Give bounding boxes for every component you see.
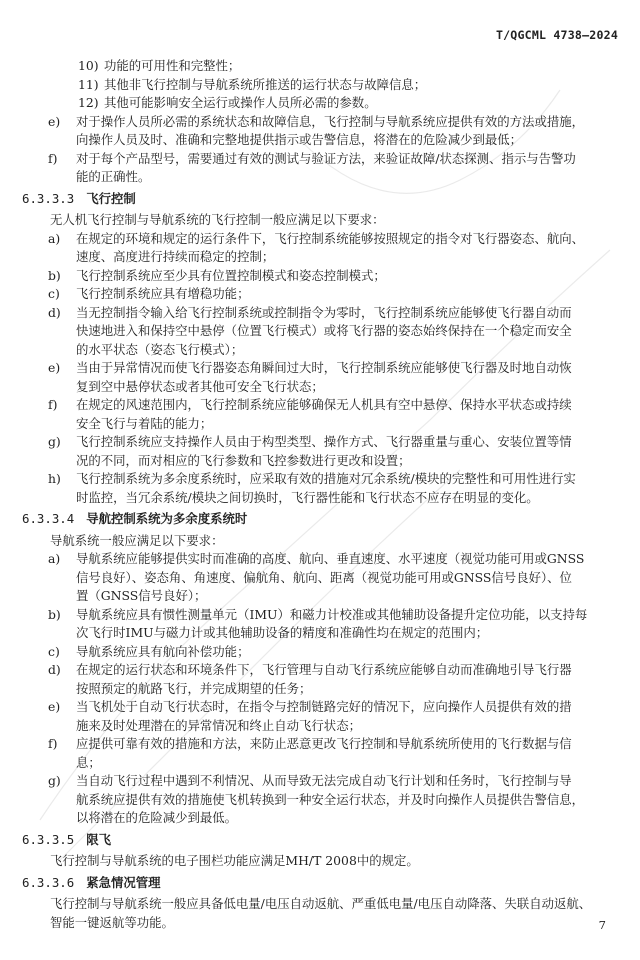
list-item-text: 飞行控制系统为多余度系统时，应采取有效的措施对冗余系统/模块的完整性和可用性进行实	[76, 471, 576, 486]
list-item-text: 导航系统应能够提供实时而准确的高度、航向、垂直速度、水平速度（视觉功能可用或GNSS	[76, 551, 585, 566]
list-item-text: 对于操作人员所必需的系统状态和故障信息，飞行控制与导航系统应提供有效的方法或措施，	[76, 113, 585, 129]
list-item-label: a)	[48, 230, 61, 246]
list-item-text: 在规定的风速范围内，飞行控制系统应能够确保无人机具有空中悬停、保持水平状态或持续	[76, 397, 572, 412]
list-item-label: e)	[48, 699, 61, 714]
list-item-text: 其他可能影响安全运行或操作人员所必需的参数。	[104, 95, 377, 110]
paragraph-line: 信号良好）、姿态角、角速度、偏航角、航向、距离（视觉功能可用或GNSS信号良好）、位	[76, 569, 572, 585]
section-heading	[22, 832, 111, 848]
paragraph-line: 次飞行时IMU与磁力计或其他辅助设备的精度和准确性均在规定的范围内；	[76, 625, 489, 640]
list-item-text: 飞行控制系统应具有增稳功能；	[76, 286, 250, 301]
section-number: 6.3.3.6	[22, 874, 75, 890]
list-item-label: h)	[48, 471, 61, 486]
paragraph-line: 速度、高度进行持续而稳定的控制；	[76, 249, 275, 264]
list-item-text: 当自动飞行过程中遇到不利情况、从而导致无法完成自动飞行计划和任务时，飞行控制与导	[76, 773, 572, 788]
paragraph-line: 的水平状态（姿态飞行模式）；	[76, 341, 244, 357]
list-item-label: c)	[48, 286, 60, 301]
section-number: 6.3.3.3	[22, 190, 75, 206]
list-item-text: 其他非飞行控制与导航系统所推送的运行状态与故障信息；	[104, 76, 427, 92]
section-heading	[22, 511, 247, 527]
list-item-label: 11)	[78, 76, 99, 92]
paragraph-line: 智能一键返航等功能。	[50, 914, 174, 930]
section-heading	[22, 875, 161, 891]
list-item-text: 应提供可靠有效的措施和方法，来防止恶意更改飞行控制和导航系统所使用的飞行数据与信	[76, 736, 572, 751]
section-title: 紧急情况管理	[86, 874, 161, 890]
section-number: 6.3.3.5	[22, 831, 75, 847]
paragraph-line: 复到空中悬停状态或者其他可安全飞行状态；	[76, 378, 324, 394]
list-item-label: e)	[48, 360, 61, 375]
paragraph-line: 况的不同，而对相应的飞行参数和飞控参数进行更改和设置；	[76, 452, 411, 468]
section-title: 导航控制系统为多余度系统时	[86, 511, 248, 526]
list-item-text: 对于每个产品型号，需要通过有效的测试与验证方法，来验证故障/状态探测、指示与告警功	[76, 150, 576, 166]
list-item-label: f)	[48, 736, 58, 751]
list-item-text: 当无控制指令输入给飞行控制系统或控制指令为零时，飞行控制系统应能够使飞行器自动而	[76, 304, 572, 320]
list-item-label: c)	[48, 643, 60, 659]
list-item-text: 在规定的环境和规定的运行条件下，飞行控制系统能够按照规定的指令对飞行器姿态、航向、	[76, 230, 585, 246]
paragraph-line: 息；	[76, 754, 101, 770]
list-item-text: 飞行控制系统应至少具有位置控制模式和姿态控制模式；	[76, 267, 386, 283]
list-item-label: e)	[48, 113, 61, 129]
paragraph-line: 飞行控制与导航系统的电子围栏功能应满足MH/T 2008中的规定。	[50, 853, 419, 868]
paragraph-line: 航系统应提供有效的措施使飞机转换到一种安全运行状态，并及时向操作人员提供告警信息，	[76, 791, 585, 807]
list-item-text: 当由于异常情况而使飞行器姿态角瞬间过大时，飞行控制系统应能够使飞行器及时地自动恢	[76, 360, 572, 375]
section-heading	[22, 191, 136, 207]
paragraph-line: 快速地进入和保持空中悬停（位置飞行模式）或将飞行器的姿态始终保持在一个稳定而安全	[76, 323, 572, 338]
section-title: 飞行控制	[86, 190, 136, 206]
list-item-label: g)	[48, 773, 61, 788]
list-item-label: b)	[48, 606, 61, 622]
list-item-text: 导航系统应具有惯性测量单元（IMU）和磁力计校准或其他辅助设备提升定位功能，以支持每	[76, 606, 588, 622]
document-code-header: T/QGCML 4738—2024	[495, 28, 618, 42]
paragraph-line: 时监控，当冗余系统/模块之间切换时，飞行器性能和飞行状态不应存在明显的变化。	[76, 489, 539, 505]
paragraph-line: 施来及时处理潜在的异常情况和终止自动飞行状态；	[76, 717, 361, 733]
paragraph-line: 按照预定的航路飞行，并完成期望的任务；	[76, 680, 312, 696]
paragraph-line: 导航系统一般应满足以下要求：	[50, 532, 224, 548]
section-title: 限飞	[86, 831, 111, 847]
list-item-label: b)	[48, 267, 61, 283]
list-item-label: f)	[48, 150, 58, 166]
list-item-label: 10)	[78, 58, 99, 73]
list-item-text: 功能的可用性和完整性；	[104, 58, 241, 73]
paragraph-line: 置（GNSS信号良好）；	[76, 588, 207, 603]
list-item-label: d)	[48, 304, 61, 320]
paragraph-line: 向操作人员及时、准确和完整地提供指示或告警信息，将潜在的危险减少到最低；	[76, 132, 523, 147]
list-item-label: g)	[48, 434, 61, 449]
list-item-text: 当飞机处于自动飞行状态时，在指令与控制链路完好的情况下，应向操作人员提供有效的措	[76, 699, 572, 714]
page-number: 7	[598, 918, 606, 932]
paragraph-line: 飞行控制与导航系统一般应具备低电量/电压自动返航、严重低电量/电压自动降落、失联自动返航、	[50, 896, 592, 911]
paragraph-line: 无人机飞行控制与导航系统的飞行控制一般应满足以下要求：	[50, 212, 385, 227]
list-item-label: f)	[48, 397, 58, 412]
list-item-text: 在规定的运行状态和环境条件下，飞行管理与自动飞行系统应能够自动而准确地引导飞行器	[76, 662, 572, 677]
list-item-label: 12)	[78, 95, 99, 110]
section-number: 6.3.3.4	[22, 511, 75, 526]
paragraph-line: 能的正确性。	[76, 169, 151, 184]
paragraph-line: 以将潜在的危险减少到最低。	[76, 810, 238, 825]
list-item-label: d)	[48, 662, 61, 677]
paragraph-line: 安全飞行与着陆的能力；	[76, 415, 213, 431]
list-item-label: a)	[48, 551, 61, 566]
list-item-text: 飞行控制系统应支持操作人员由于构型类型、操作方式、飞行器重量与重心、安装位置等情	[76, 434, 572, 449]
list-item-text: 导航系统应具有航向补偿功能；	[76, 643, 250, 659]
